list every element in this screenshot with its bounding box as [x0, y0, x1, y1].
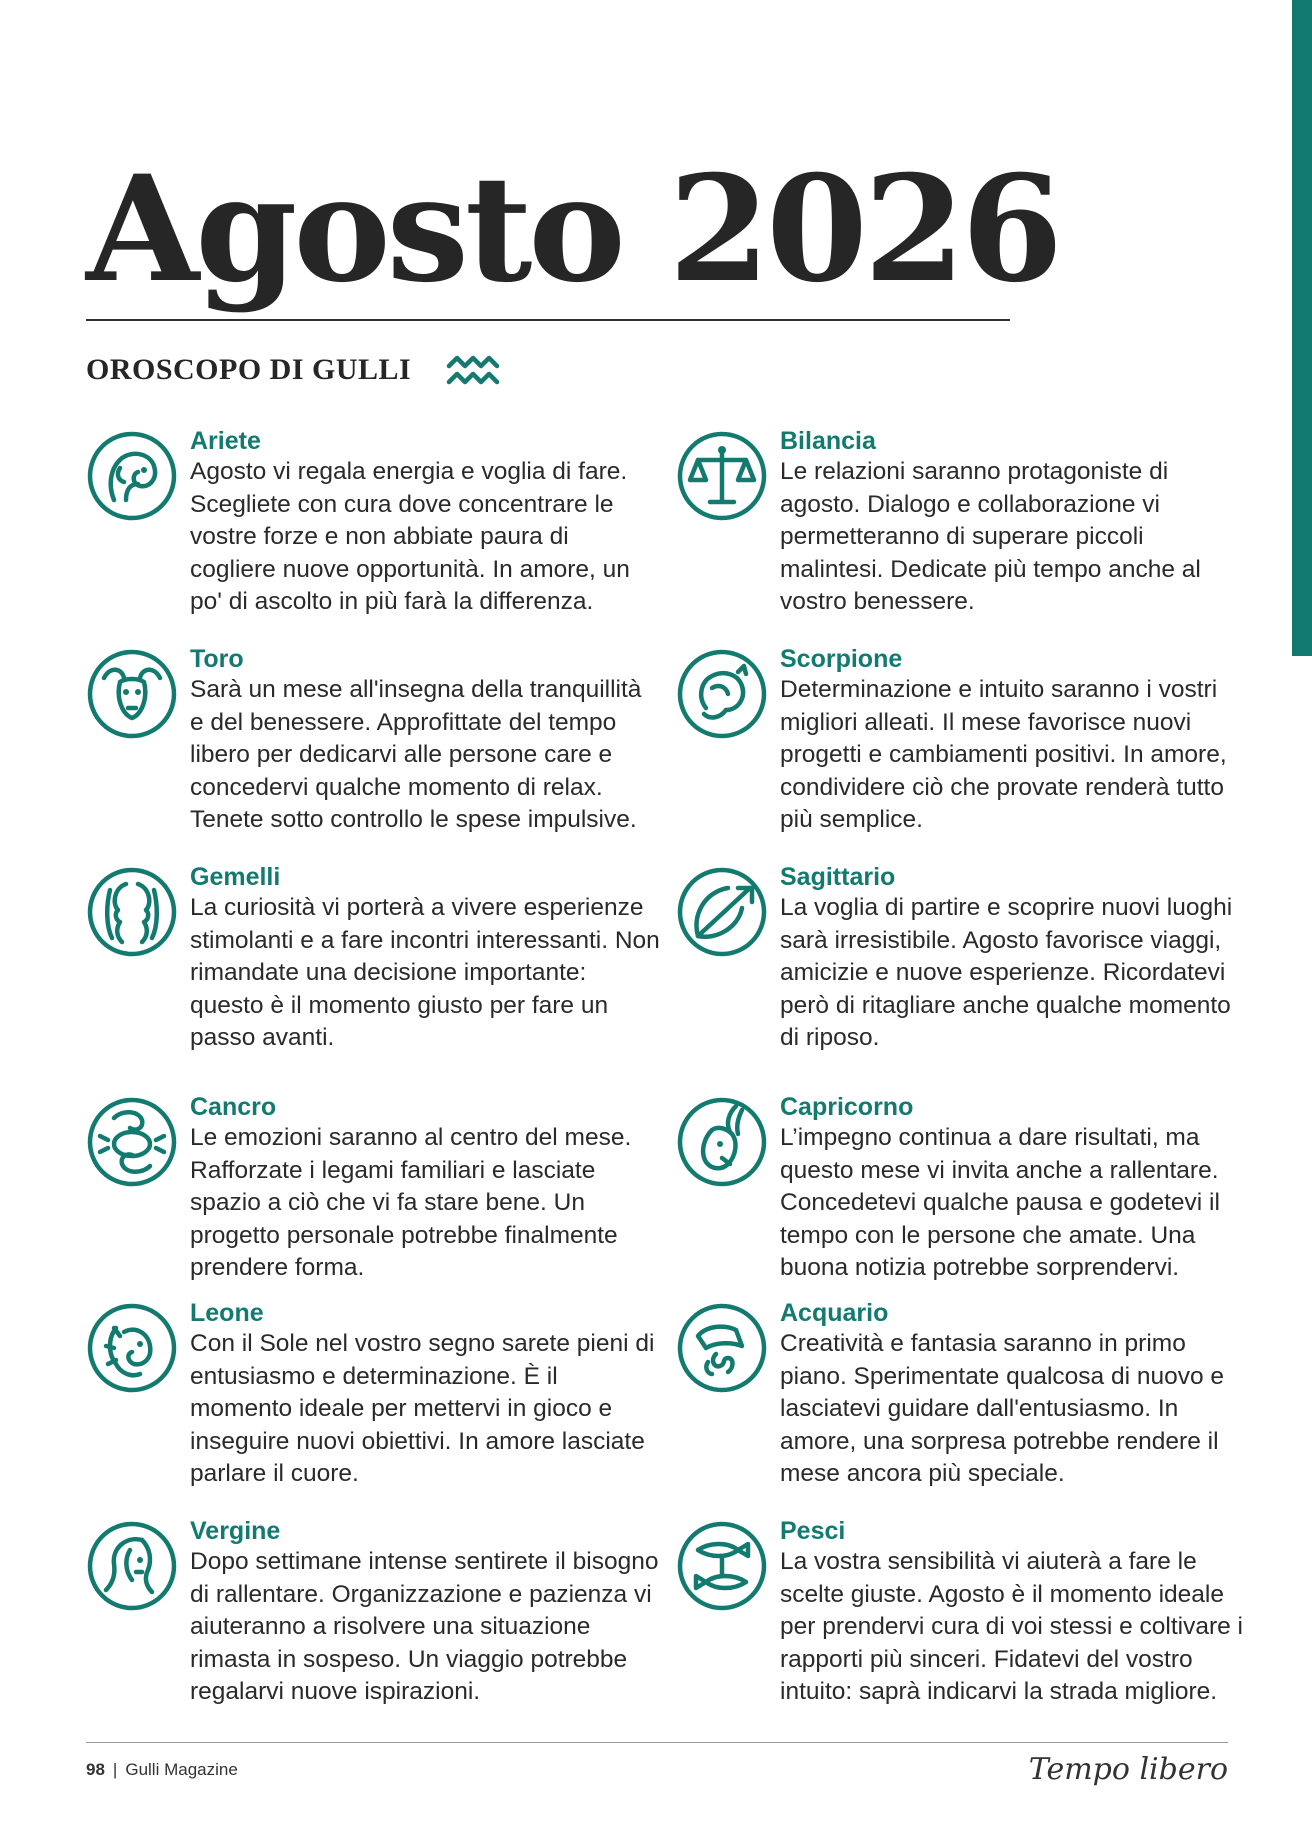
section-label [86, 348, 505, 392]
page-title: Agosto 2026 [86, 144, 1059, 315]
cancer-icon [86, 1096, 178, 1188]
sign-name: Acquario [780, 1299, 889, 1327]
leo-icon [86, 1302, 178, 1394]
section-tag: Tempo libero [1028, 1752, 1228, 1787]
footer-divider [86, 1742, 1228, 1743]
side-tab-marker [1292, 0, 1312, 656]
sagittarius-icon [676, 866, 768, 958]
sign-text: La voglia di partire e scoprire nuovi luoghi sarà irresistibile. Agosto favorisce viaggi, amicizie e nuove esperienze. Ricordatevi però di ritagliare anche qualche momento di riposo. [780, 894, 1233, 1051]
publication-name: Gulli Magazine [125, 1760, 238, 1779]
scorpio-icon [676, 648, 768, 740]
aries-icon [86, 430, 178, 522]
sign-text: Agosto vi regala energia e voglia di fare. Scegliete con cura dove concentrare le vostre forze e non abbiate paura di cogliere nuove opportunità. In amore, un po' di ascolto in più farà la differenza. [190, 458, 630, 615]
virgo-icon [86, 1520, 178, 1612]
sign-name: Sagittario [780, 863, 896, 891]
sign-text: Dopo settimane intense sentirete il bisogno di rallentare. Organizzazione e pazienza vi aiuteranno a risolvere una situazione rimasta in sospeso. Un viaggio potrebbe regalarvi nuove ispirazioni. [190, 1548, 659, 1705]
libra-icon [676, 430, 768, 522]
sign-name: Capricorno [780, 1093, 914, 1121]
capricorn-icon [676, 1096, 768, 1188]
title-divider [86, 319, 1010, 321]
sign-text: La vostra sensibilità vi aiuterà a fare le scelte giuste. Agosto è il momento ideale per prendervi cura di voi stessi e coltivare i rapporti più sinceri. Fidatevi del vostro intuito: saprà indicarvi la strada migliore. [780, 1548, 1243, 1705]
folio-separator: | [112, 1760, 118, 1779]
sign-name: Pesci [780, 1517, 846, 1545]
pisces-icon [676, 1520, 768, 1612]
sign-text: Determinazione e intuito saranno i vostri migliori alleati. Il mese favorisce nuovi progetti e cambiamenti positivi. In amore, condividere ciò che provate renderà tutto più semplice. [780, 676, 1227, 833]
taurus-icon [86, 648, 178, 740]
aquarius-symbol-icon [445, 350, 505, 390]
sign-name: Scorpione [780, 645, 903, 673]
sign-name: Leone [190, 1299, 264, 1327]
footer-folio [86, 1760, 238, 1780]
sign-name: Bilancia [780, 427, 876, 455]
sign-text: Le emozioni saranno al centro del mese. Rafforzate i legami familiari e lasciate spazio a ciò che vi fa stare bene. Un progetto personale potrebbe finalmente prendere forma. [190, 1124, 632, 1281]
sign-name: Toro [190, 645, 244, 673]
section-label-text: OROSCOPO DI GULLI [86, 353, 412, 386]
sign-name: Ariete [190, 427, 261, 455]
sign-text: Sarà un mese all'insegna della tranquillità e del benessere. Approfittate del tempo libero per dedicarvi alle persone care e concedervi qualche momento di relax. Tenete sotto controllo le spese impulsive. [190, 676, 642, 833]
sign-text: Con il Sole nel vostro segno sarete pieni di entusiasmo e determinazione. È il momento ideale per mettervi in gioco e inseguire nuovi obiettivi. In amore lasciate parlare il cuore. [190, 1330, 655, 1487]
sign-text: Creatività e fantasia saranno in primo piano. Sperimentate qualcosa di nuovo e lasciatevi guidare dall'entusiasmo. In amore, una sorpresa potrebbe rendere il mese ancora più speciale. [780, 1330, 1225, 1487]
sign-name: Vergine [190, 1517, 281, 1545]
aquarius-icon [676, 1302, 768, 1394]
sign-text: La curiosità vi porterà a vivere esperienze stimolanti e a fare incontri interessanti. Non rimandate una decisione importante: questo è il momento giusto per fare un passo avanti. [190, 894, 660, 1051]
gemini-icon [86, 866, 178, 958]
sign-name: Cancro [190, 1093, 277, 1121]
page-number: 98 [86, 1760, 105, 1779]
sign-name: Gemelli [190, 863, 281, 891]
sign-text: L’impegno continua a dare risultati, ma questo mese vi invita anche a rallentare. Concedetevi qualche pausa e godetevi il tempo con le persone che amate. Una buona notizia potrebbe sorprendervi. [780, 1124, 1220, 1281]
sign-text: Le relazioni saranno protagoniste di agosto. Dialogo e collaborazione vi permetteranno di superare piccoli malintesi. Dedicate più tempo anche al vostro benessere. [780, 458, 1201, 615]
